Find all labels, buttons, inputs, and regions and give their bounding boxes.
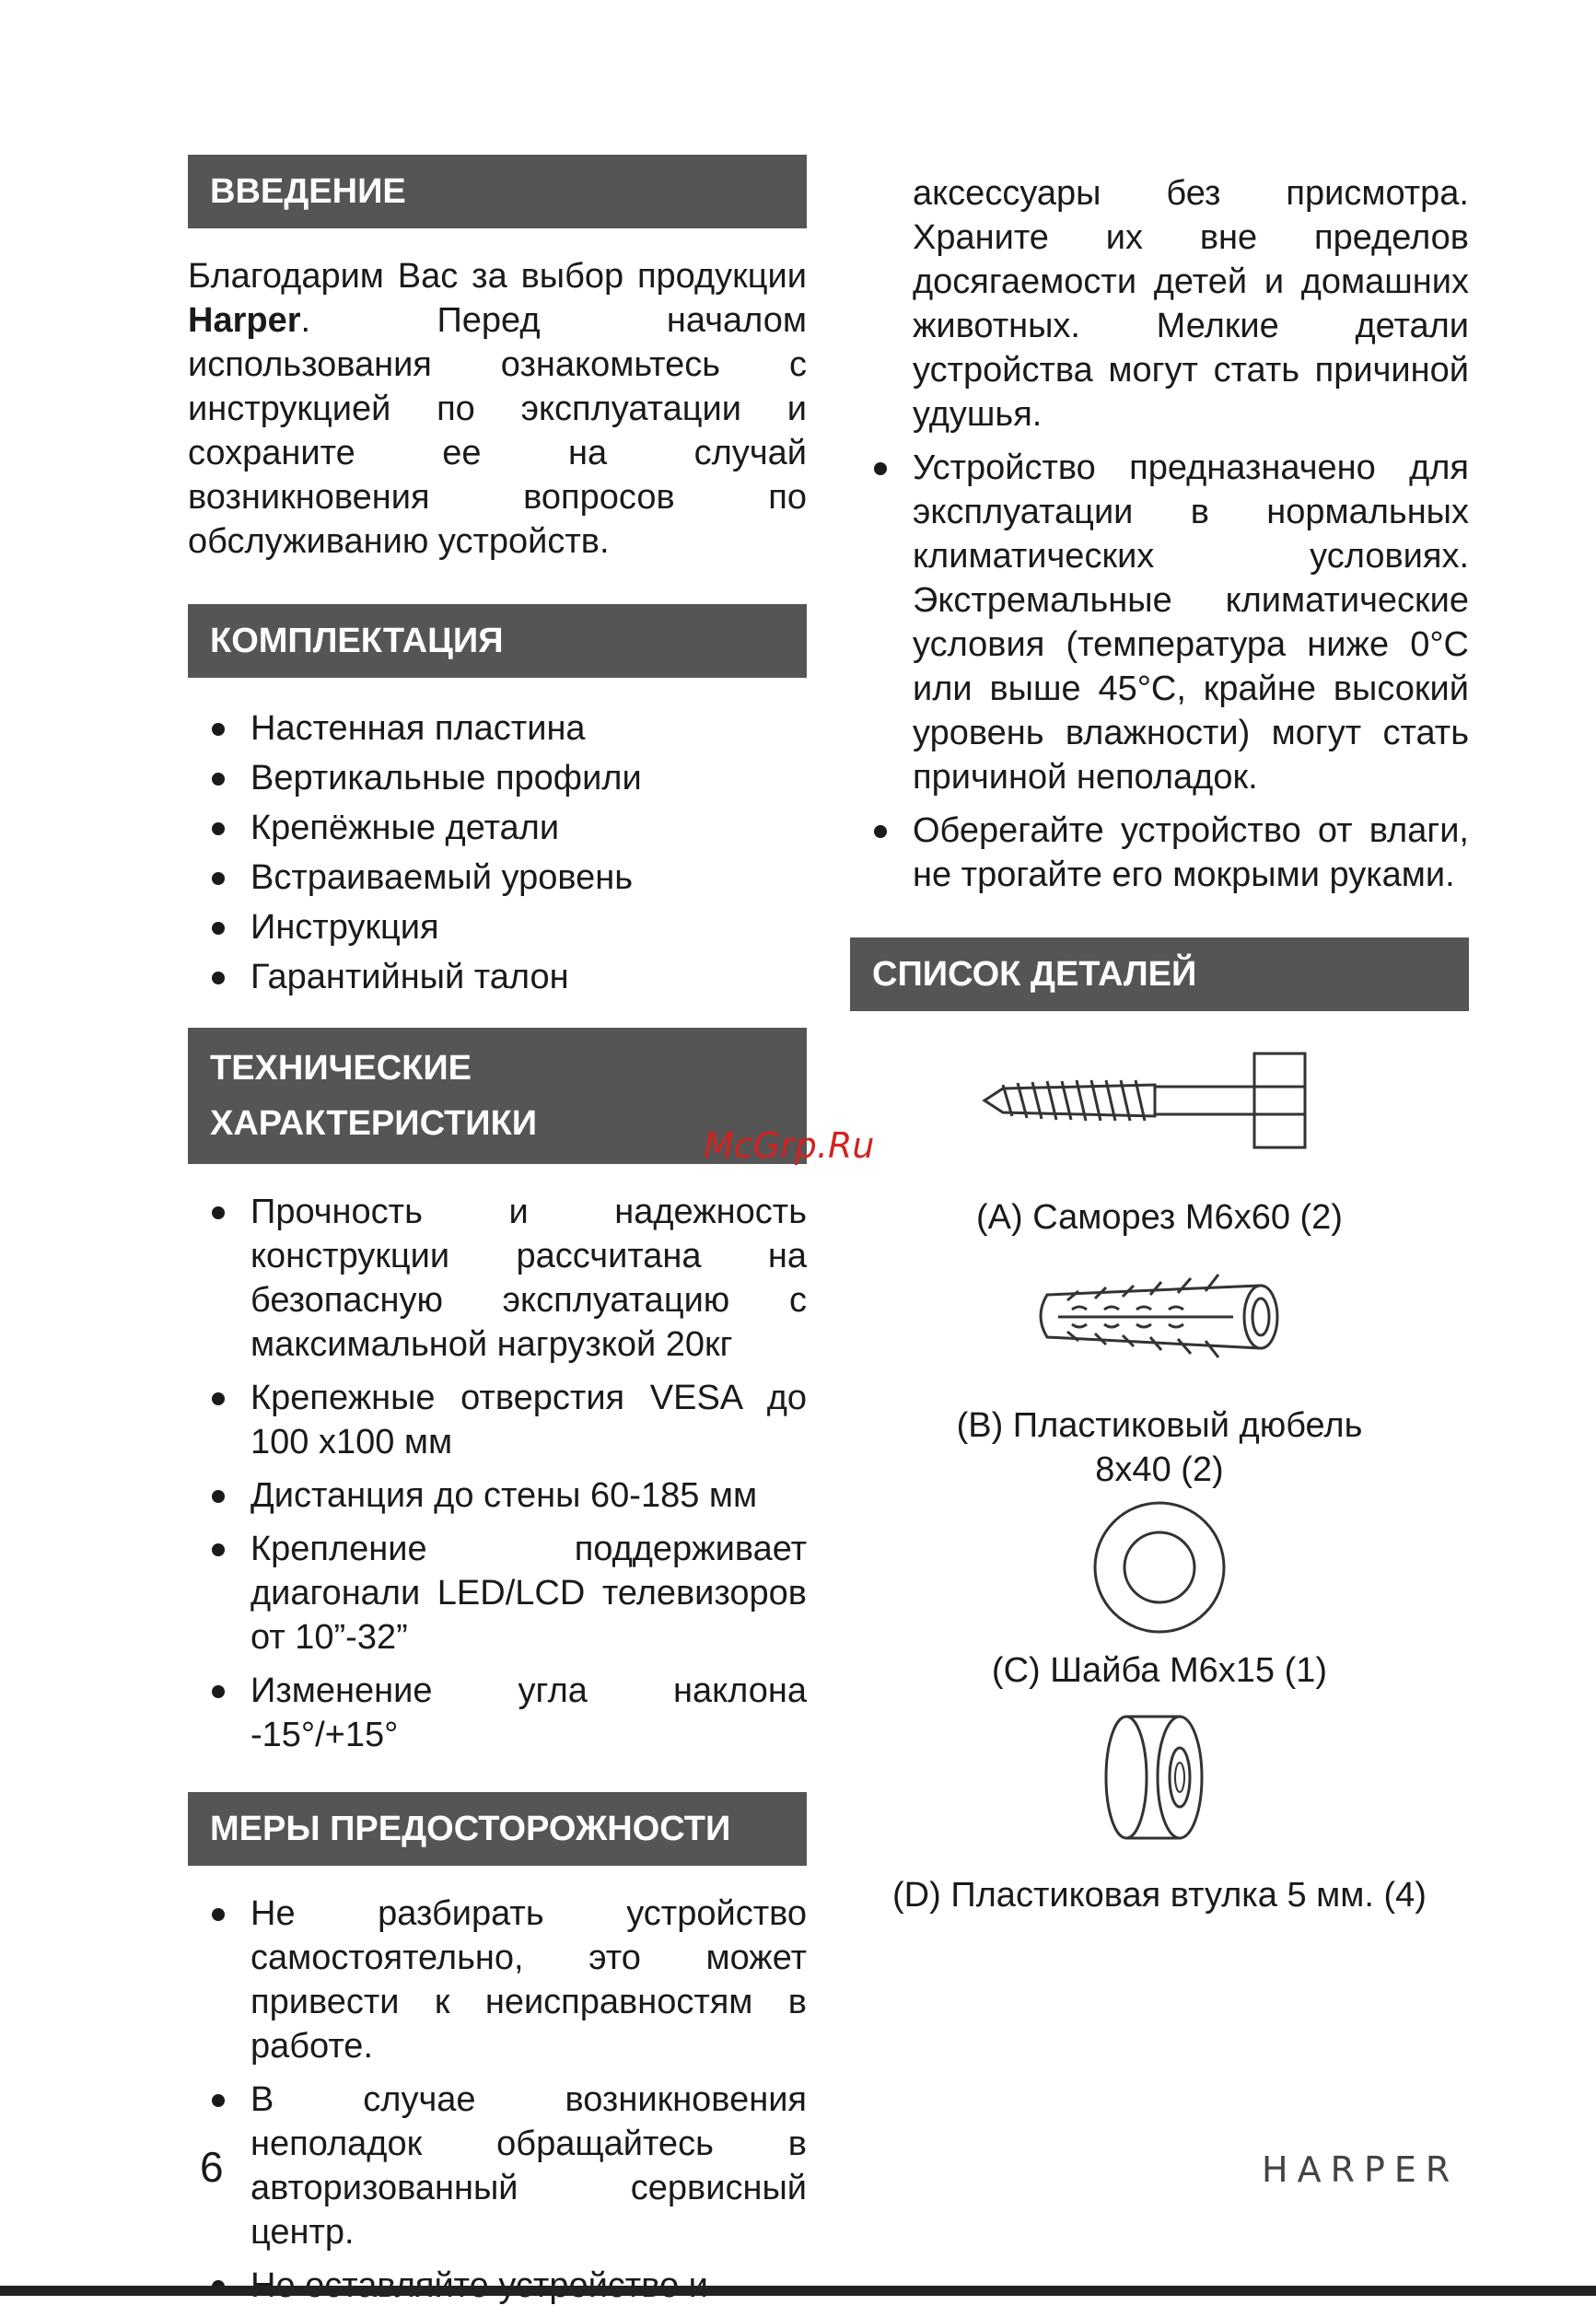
list-item: Прочность и надежность конструкции рассчитана на безопасную эксплуатацию с максимальной нагрузкой 20кг	[188, 1190, 807, 1367]
part-b-caption-line1: (B) Пластиковый дюбель	[956, 1406, 1363, 1445]
specs-list	[188, 1190, 807, 1757]
list-item: Крепежные отверстия VESA до 100 х100 мм	[188, 1376, 807, 1464]
kit-heading: КОМПЛЕКТАЦИЯ	[188, 604, 807, 678]
list-item: Крепление поддерживает диагонали LED/LCD телевизоров от 10”-32”	[188, 1527, 807, 1659]
brand-logo: HARPER	[1262, 2149, 1460, 2190]
list-item: Инструкция	[188, 902, 807, 952]
dowel-figure	[957, 1240, 1362, 1378]
part-a-caption: (A) Саморез M6x60 (2)	[976, 1198, 1343, 1237]
list-item: Вертикальные профили	[188, 753, 807, 803]
specs-heading-line2: ХАРАКТЕРИСТИКИ	[210, 1104, 538, 1143]
sleeve-figure	[1049, 1704, 1270, 1851]
list-item: Настенная пластина	[188, 704, 807, 753]
list-item: Оберегайте устройство от влаги, не трогайте его мокрыми руками.	[850, 809, 1469, 897]
safety-heading: МЕРЫ ПРЕДОСТОРОЖНОСТИ	[188, 1792, 807, 1866]
parts-heading: СПИСОК ДЕТАЛЕЙ	[850, 937, 1469, 1011]
safety-continued-text: аксессуары без присмотра. Храните их вне пределов досягаемости детей и домашних животных. Мелкие детали устройства могут стать причиной удушья.	[913, 174, 1469, 434]
intro-text-part1: Благодарим Вас за выбор продукции	[188, 257, 807, 296]
list-item: Не разбирать устройство самостоятельно, это может привести к неисправностям в работе.	[188, 1892, 807, 2068]
kit-list	[188, 704, 807, 1002]
specs-heading-line1: ТЕХНИЧЕСКИЕ	[210, 1049, 472, 1088]
washer-figure	[1049, 1492, 1270, 1639]
screw-figure	[929, 1031, 1390, 1170]
list-item: Встраиваемый уровень	[188, 853, 807, 902]
intro-heading: ВВЕДЕНИЕ	[188, 155, 807, 228]
intro-text-part2: . Перед началом использования ознакомьтесь с инструкцией по эксплуатации и сохраните ее на случай возникновения вопросов по обслуживанию устройств.	[188, 301, 807, 561]
intro-text	[188, 254, 807, 564]
safety-list-continued	[850, 446, 1469, 897]
list-item: Изменение угла наклона -15°/+15°	[188, 1669, 807, 1757]
left-column	[188, 155, 807, 2317]
list-item: Дистанция до стены 60-185 мм	[188, 1473, 807, 1518]
page-number: 6	[200, 2143, 224, 2191]
watermark-text: McGrp.Ru	[704, 1125, 875, 1166]
list-item: Крепёжные детали	[188, 803, 807, 853]
intro-brand-name: Harper	[188, 301, 301, 340]
right-column	[850, 171, 1469, 1917]
list-item: Гарантийный талон	[188, 952, 807, 1002]
list-item: В случае возникновения неполадок обращайтесь в авторизованный сервисный центр.	[188, 2078, 807, 2254]
list-item: Устройство предназначено для эксплуатации в нормальных климатических условиях. Экстремальные климатические условия (температура ниже 0°С или выше 45°С, крайне высокий уровень влажности) могут стать причиной неполадок.	[850, 446, 1469, 799]
safety-list	[188, 1892, 807, 2308]
bottom-rule	[0, 2286, 1596, 2296]
part-c-caption: (C) Шайба M6x15 (1)	[991, 1651, 1328, 1690]
part-d-caption: (D) Пластиковая втулка 5 мм. (4)	[892, 1876, 1427, 1915]
part-b-caption-line2: 8x40 (2)	[1095, 1450, 1224, 1489]
